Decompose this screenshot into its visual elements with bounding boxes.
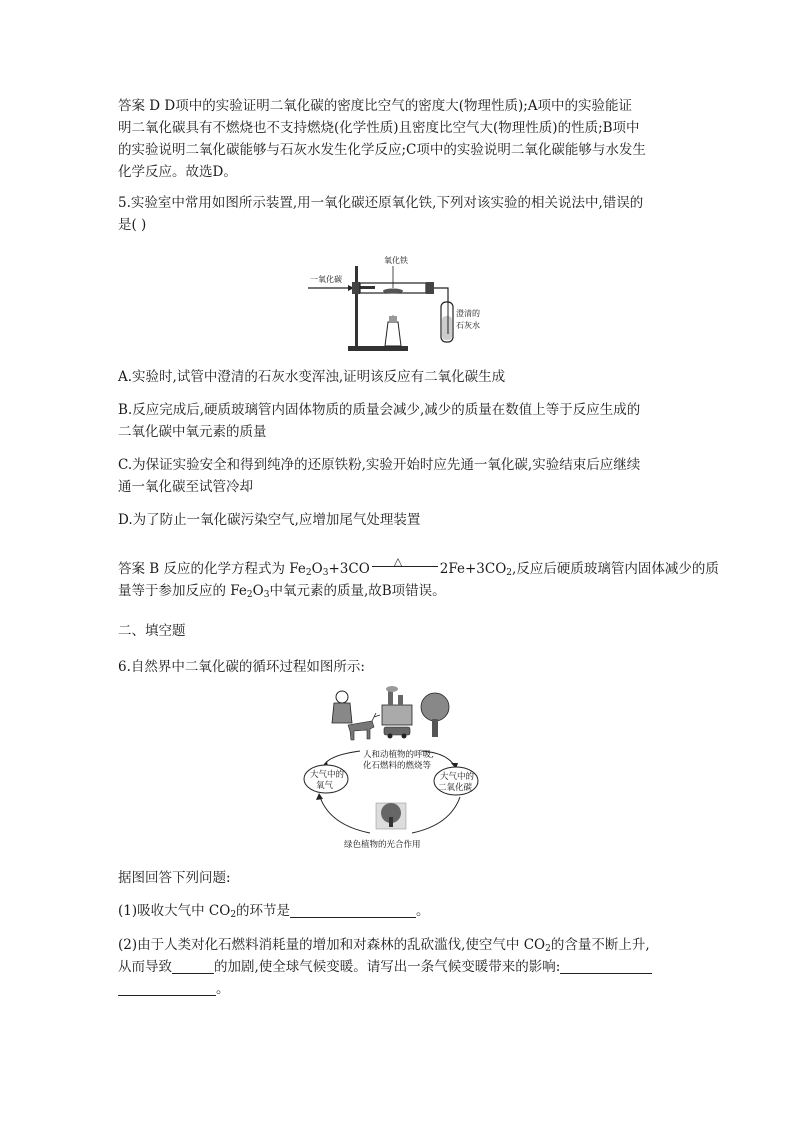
answer-5-line-1 bbox=[118, 555, 719, 580]
question-6-sub-2-line-2 bbox=[118, 956, 678, 978]
answer-4-line: 的实验说明二氧化碳能够与石灰水发生化学反应;C项中的实验说明二氧化碳能够与水发生 bbox=[118, 142, 646, 158]
car-icon bbox=[384, 727, 410, 739]
answer-5-line-2 bbox=[118, 580, 678, 602]
factory-icon bbox=[382, 686, 412, 725]
person-icon bbox=[332, 691, 352, 723]
subscript: 2 bbox=[506, 568, 513, 578]
question-6-sub-2 bbox=[118, 934, 678, 1000]
answer-5-text: 中氧元素的质量,故B项错误。 bbox=[269, 583, 446, 599]
subscript: 2 bbox=[305, 568, 312, 578]
option-c-line: C.为保证实验安全和得到纯净的还原铁粉,实验开始时应先通一氧化碳,实验结束后应继续 bbox=[118, 457, 641, 473]
heating-symbol: △ bbox=[393, 555, 403, 568]
answer-blank-3[interactable] bbox=[560, 959, 652, 974]
answer-5-text: O bbox=[252, 583, 264, 599]
question-6-sub-2-line-3 bbox=[118, 978, 678, 1000]
option-a-line: A.实验时,试管中澄清的石灰水变浑浊,证明该反应有二氧化碳生成 bbox=[118, 369, 506, 385]
label-co2-1: 大气中的 bbox=[440, 772, 475, 782]
deer-icon bbox=[348, 713, 380, 740]
option-b bbox=[118, 399, 678, 443]
co-reduction-apparatus-figure bbox=[308, 252, 488, 360]
option-d bbox=[118, 509, 678, 531]
subscript: 2 bbox=[230, 910, 237, 920]
question-6-stem bbox=[118, 656, 678, 678]
option-c-line: 通一氧化碳至试管冷却 bbox=[118, 479, 253, 495]
answer-blank-2[interactable] bbox=[172, 959, 214, 974]
option-a bbox=[118, 366, 678, 388]
sub-2-text: 的加剧,使全球气候变暖。请写出一条气候变暖带来的影响: bbox=[214, 959, 561, 975]
label-respiration-1: 人和动植物的呼吸, bbox=[363, 750, 434, 760]
answer-5-text: ,反应后硬质玻璃管内固体减少的质 bbox=[512, 561, 719, 577]
sub-1-text: 的环节是 bbox=[236, 903, 291, 919]
subscript: 3 bbox=[322, 568, 329, 578]
question-5-line: 是( ) bbox=[118, 217, 147, 233]
question-6-prompt-text: 据图回答下列问题: bbox=[118, 870, 231, 886]
label-respiration-2: 化石燃料的燃烧等 bbox=[363, 761, 432, 771]
answer-4-line: 明二氧化碳具有不燃烧也不支持燃烧(化学性质)且密度比空气大(物理性质)的性质;B项中 bbox=[118, 120, 640, 136]
sub-2-text: 从而导致 bbox=[118, 959, 172, 975]
label-co2-2: 二氧化碳 bbox=[438, 783, 473, 793]
option-b-line: 二氧化碳中氧元素的质量 bbox=[118, 424, 267, 440]
answer-5-text: +3CO bbox=[328, 561, 370, 577]
answer-4-line: 化学反应。故选D。 bbox=[118, 164, 237, 180]
photosynthesis-tree-icon bbox=[376, 803, 406, 829]
question-5-line: 5.实验室中常用如图所示装置,用一氧化碳还原氧化铁,下列对该实验的相关说法中,错误的 bbox=[118, 195, 644, 211]
answer-4 bbox=[118, 95, 678, 183]
subscript: 2 bbox=[545, 944, 551, 954]
label-photosynthesis: 绿色植物的光合作用 bbox=[344, 840, 421, 850]
tree-icon bbox=[421, 693, 449, 737]
answer-blank-1[interactable] bbox=[290, 903, 416, 918]
question-6-line: 6.自然界中二氧化碳的循环过程如图所示: bbox=[118, 659, 365, 675]
answer-5-text: 量等于参加反应的 Fe bbox=[118, 583, 247, 599]
label-carbon-monoxide: 一氧化碳 bbox=[310, 275, 342, 284]
sub-1-text: 。 bbox=[416, 903, 430, 919]
question-5-stem bbox=[118, 192, 678, 236]
subscript: 2 bbox=[246, 590, 253, 600]
sub-1-text: (1)吸收大气中 CO bbox=[118, 903, 231, 919]
label-limewater-2: 石灰水 bbox=[456, 321, 480, 330]
question-6-sub-1 bbox=[118, 900, 678, 922]
label-iron-oxide: 氧化铁 bbox=[384, 256, 408, 265]
label-oxygen-2: 氧气 bbox=[316, 781, 334, 791]
answer-5-text: 2Fe+3CO bbox=[439, 561, 507, 577]
question-6-prompt bbox=[118, 867, 678, 889]
subscript: 3 bbox=[263, 590, 270, 600]
answer-blank-3-continued[interactable] bbox=[118, 981, 216, 996]
option-c bbox=[118, 454, 678, 498]
sub-2-text: (2)由于人类对化石燃料消耗量的增加和对森林的乱砍滥伐,使空气中 CO bbox=[118, 937, 546, 953]
heating-condition-arrow bbox=[370, 555, 440, 575]
option-d-line: D.为了防止一氧化碳污染空气,应增加尾气处理装置 bbox=[118, 512, 421, 528]
section-title-text: 二、填空题 bbox=[118, 623, 186, 639]
label-oxygen-1: 大气中的 bbox=[310, 770, 345, 780]
option-b-line: B.反应完成后,硬质玻璃管内固体物质的质量会减少,减少的质量在数值上等于反应生成的 bbox=[118, 402, 641, 418]
answer-5 bbox=[118, 555, 719, 602]
sub-2-text: 的含量不断上升, bbox=[550, 937, 650, 953]
answer-5-text: O bbox=[311, 561, 323, 577]
sub-2-text: 。 bbox=[216, 981, 230, 997]
answer-4-line: 答案 D D项中的实验证明二氧化碳的密度比空气的密度大(物理性质);A项中的实验能证 bbox=[118, 98, 633, 114]
label-limewater-1: 澄清的 bbox=[456, 309, 480, 318]
answer-5-text: 答案 B 反应的化学方程式为 Fe bbox=[118, 561, 306, 577]
carbon-cycle-figure bbox=[300, 685, 480, 853]
question-6-sub-2-line-1 bbox=[118, 934, 678, 956]
question-6-sub-1-line bbox=[118, 900, 678, 922]
section-title bbox=[118, 620, 678, 642]
